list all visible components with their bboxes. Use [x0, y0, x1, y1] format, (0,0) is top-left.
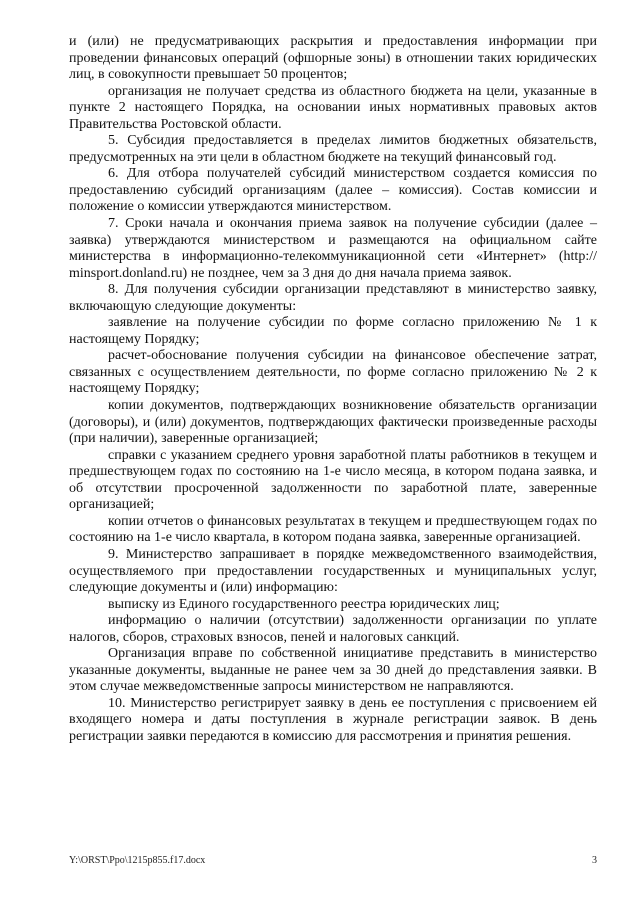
page-number: 3 [592, 855, 597, 866]
paragraph-item-8: 8. Для получения субсидии организации представляют в министерство заявку, включающую следующие документы: [69, 282, 597, 314]
paragraph-continuation: и (или) не предусматривающих раскрытия и предоставления информации при проведении финансовых операций (офшорные зоны) в отношении таких юридических лиц, в совокупности превышает 50 процентов; [69, 34, 597, 83]
paragraph-budget-condition: организация не получает средства из областного бюджета на цели, указанные в пункте 2 настоящего Порядка, на основании иных нормативных правовых актов Правительства Ростовской области. [69, 83, 597, 132]
paragraph-doc-copies: копии документов, подтверждающих возникновение обязательств организации (договоры), и (или) документов, подтверждающих фактически произведенные расходы (при наличии), заверенные организацией; [69, 398, 597, 447]
paragraph-registry-extract: выписку из Единого государственного реестра юридических лиц; [108, 596, 500, 612]
paragraph-doc-calculation: расчет-обоснование получения субсидии на финансовое обеспечение затрат, связанных с осуществлением деятельности, по форме согласно приложению № 2 к настоящему Порядку; [69, 348, 597, 397]
paragraph-item-5: 5. Субсидия предоставляется в пределах лимитов бюджетных обязательств, предусмотренных на эти цели в областном бюджете на текущий финансовый год. [69, 133, 597, 165]
footer-file-path: Y:\ORST\Ppo\1215p855.f17.docx [69, 855, 206, 866]
paragraph-doc-application: заявление на получение субсидии по форме согласно приложению № 1 к настоящему Порядку; [69, 315, 597, 347]
paragraph-doc-salary-certificates: справки с указанием среднего уровня заработной платы работников в текущем и предшествующем годах по состоянию на 1-е число месяца, в котором подана заявка, и об отсутствии просроченной задолженности по заработной плате, заверенные организацией; [69, 447, 597, 513]
paragraph-tax-debt-info: информацию о наличии (отсутствии) задолженности организации по уплате налогов, сборов, страховых взносов, пеней и налоговых санкций. [69, 613, 597, 645]
paragraph-item-10: 10. Министерство регистрирует заявку в день ее поступления с присвоением ей входящего номера и даты поступления в журнале регистрации заявок. В день регистрации заявки передаются в комиссию для рассмотрения и принятия решения. [69, 695, 597, 744]
paragraph-item-6: 6. Для отбора получателей субсидий министерством создается комиссия по предоставлению субсидий организациям (далее – комиссия). Состав комиссии и положение о комиссии утверждаются министерством. [69, 166, 597, 215]
paragraph-doc-financial-reports: копии отчетов о финансовых результатах в текущем и предшествующем годах по состоянию на 1-е число квартала, в котором подана заявка, заверенные организацией. [69, 513, 597, 546]
paragraph-item-9: 9. Министерство запрашивает в порядке межведомственного взаимодействия, осуществляемого при предоставлении государственных и муниципальных услуг, следующие документы и (или) информацию: [69, 546, 597, 596]
paragraph-item-7: 7. Сроки начала и окончания приема заявок на получение субсидии (далее – заявка) утверждаются министерством и размещаются на официальном сайте министерства в информационно-телекоммуникационной сети «Интернет» (http:// minsport.donland.ru) не позднее, чем за 3 дня до дня начала приема заявок. [69, 216, 597, 281]
page-footer [69, 854, 597, 868]
paragraph-own-initiative: Организация вправе по собственной инициативе представить в министерство указанные документы, выданные не ранее чем за 30 дней до представления заявки. В этом случае межведомственные запросы министерством не направляются. [69, 646, 597, 695]
document-body [69, 34, 597, 746]
